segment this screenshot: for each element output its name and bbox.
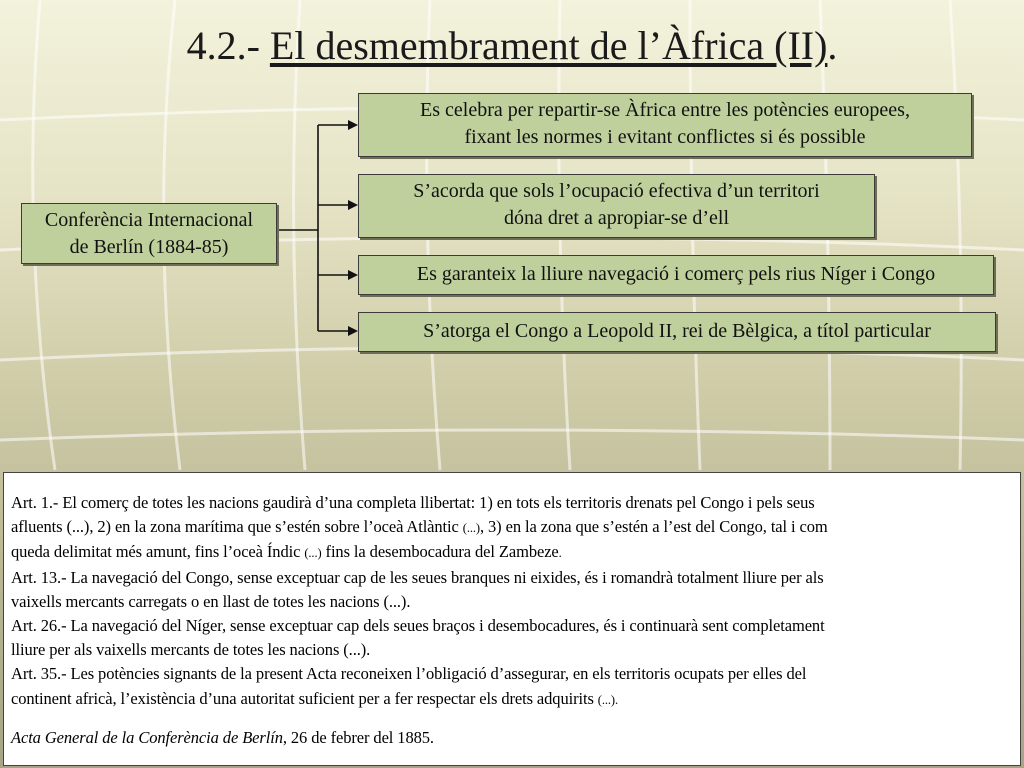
- art1-line-2-a: afluents (...), 2) en la zona marítima que s’estén sobre l’oceà Atlàntic: [11, 517, 463, 537]
- art1-line-1: Art. 1.- El comerç de totes les nacions gaudirà d’una completa llibertat: 1) en tots els territoris drenats pel Congo i pels seus: [11, 493, 815, 512]
- title-suffix: .: [827, 23, 838, 68]
- art1-line-2-ellipsis: (...): [462, 521, 480, 536]
- citation-date: , 26 de febrer del 1885.: [282, 727, 434, 747]
- citation: [11, 726, 1020, 750]
- art1-line-2-c: , 3) en la zona que s’estén a l’est del Congo, tal i com: [479, 517, 828, 537]
- item-2-line-1: S’acorda que sols l’ocupació efectiva d’un territori: [413, 180, 820, 202]
- art26-line-1: Art. 26.- La navegació del Níger, sense exceptuar cap dels seues braços i desembocadures, és i continuarà sent completament: [11, 616, 825, 636]
- source-node: [21, 203, 277, 264]
- art35-line-2-ellipsis: (...): [597, 692, 615, 707]
- document-excerpt: [3, 472, 1021, 766]
- art13-line-2: vaixells mercants carregats o en llast de totes les nacions (...).: [11, 591, 411, 611]
- art1-line-3-c: fins la desembocadura del Zambeze: [321, 542, 559, 562]
- item-node-4: [358, 312, 996, 352]
- source-line-2: de Berlín (1884-85): [69, 236, 229, 258]
- art1-line-3-period: .: [558, 546, 562, 561]
- item-3-line-1: Es garanteix la lliure navegació i comerç pels rius Níger i Congo: [416, 263, 936, 285]
- art1-line-3: [11, 540, 1020, 565]
- source-line-1: Conferència Internacional: [44, 209, 254, 231]
- art26-line-2: lliure per als vaixells mercants de totes les nacions (...).: [11, 640, 371, 660]
- art35-line-2-a: continent africà, l’existència d’una autoritat suficient per a fer respectar els drets adquirits: [11, 688, 598, 708]
- item-node-1: [358, 93, 972, 157]
- item-1-line-1: Es celebra per repartir-se Àfrica entre les potències europees,: [420, 99, 910, 121]
- item-4-line-1: S’atorga el Congo a Leopold II, rei de Bèlgica, a títol particular: [423, 320, 931, 342]
- item-2-line-2: dóna dret a apropiar-se d’ell: [503, 207, 730, 229]
- art13-line-1: Art. 13.- La navegació del Congo, sense exceptuar cap de les seues branques ni eixides, és i romandrà totalment lliure per als: [11, 567, 824, 587]
- page-title: [0, 22, 1024, 70]
- item-node-2: [358, 174, 875, 238]
- art1-line-2: [11, 515, 1020, 540]
- title-prefix: 4.2.-: [186, 23, 270, 68]
- title-main: El desmembrament de l’Àfrica (II): [269, 23, 828, 68]
- art1-line-3-a: queda delimitat més amunt, fins l’oceà Índic: [11, 542, 305, 562]
- art35-line-2-period: .: [615, 692, 619, 707]
- item-node-3: [358, 255, 994, 295]
- spacer: [11, 712, 1020, 726]
- art1-line-3-ellipsis: (...): [304, 546, 322, 561]
- citation-title: Acta General de la Conferència de Berlín: [11, 727, 283, 747]
- art35-line-1: Art. 35.- Les potències signants de la present Acta reconeixen l’obligació d’assegurar, en els territoris ocupats per elles del: [11, 664, 807, 684]
- art35-line-2: [11, 687, 1020, 712]
- item-1-line-2: fixant les normes i evitant conflictes si és possible: [464, 126, 866, 148]
